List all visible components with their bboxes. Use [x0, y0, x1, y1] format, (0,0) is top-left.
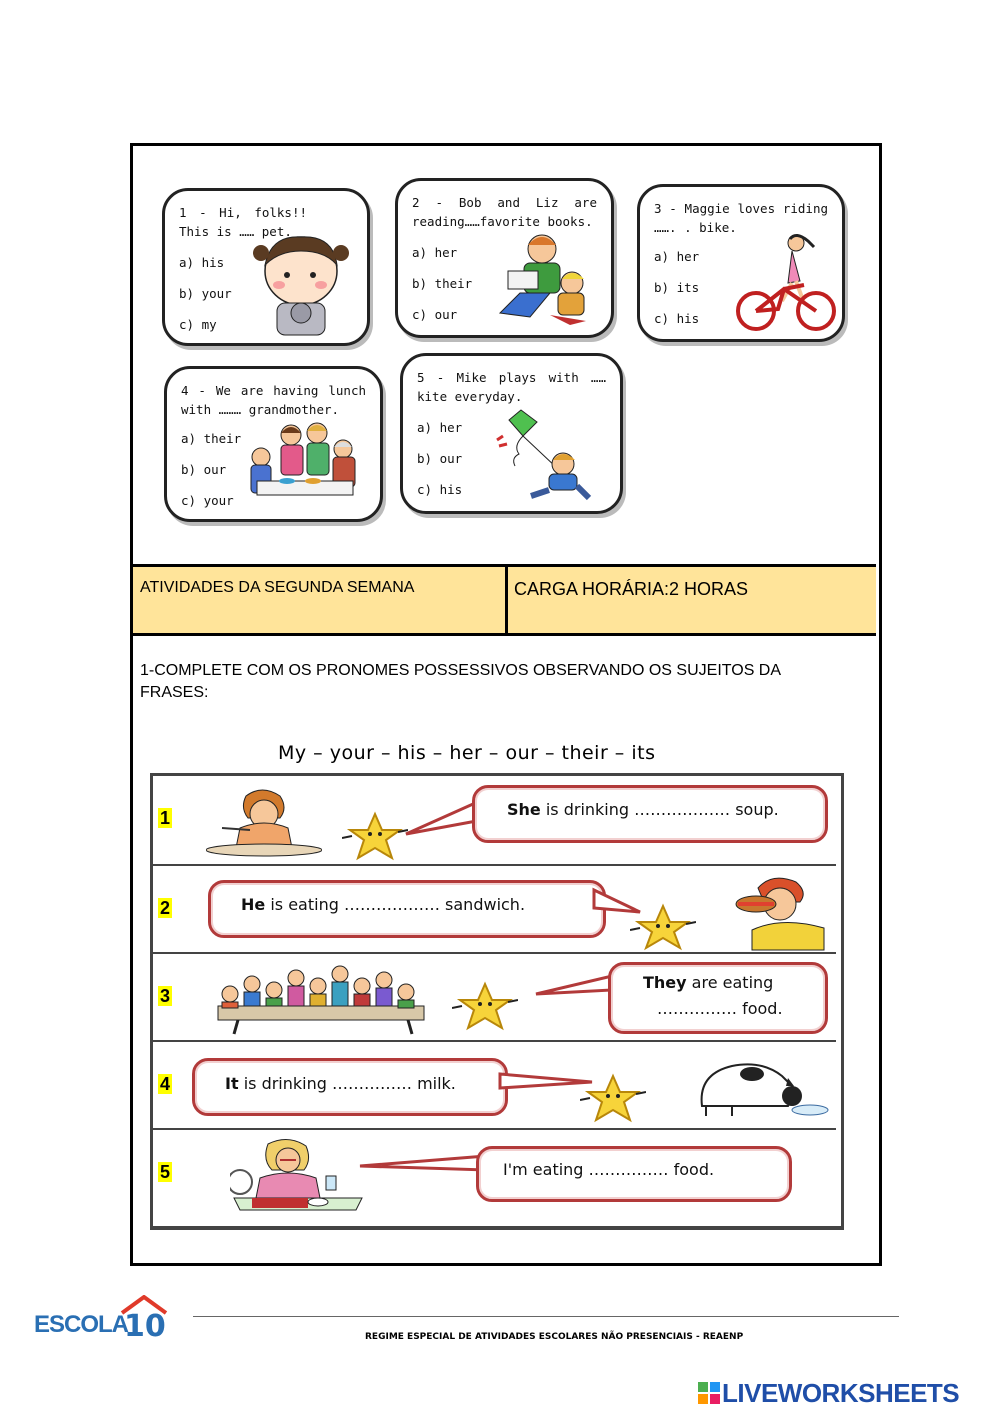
girl-on-bike-illustration [734, 233, 838, 333]
quiz-card-1 [162, 188, 370, 346]
quiz-option[interactable]: c) my [179, 317, 217, 332]
quiz-question: 5 - Mike plays with …… kite everyday. [417, 370, 606, 404]
week-activities-title: ATIVIDADES DA SEGUNDA SEMANA [140, 579, 415, 596]
exercise-row-2 [152, 864, 836, 952]
big-family-dinner-illustration [208, 956, 434, 1036]
sentence-text[interactable]: is drinking ……………… soup. [540, 800, 779, 819]
man-eating-sandwich-illustration [712, 872, 828, 952]
sentence-subject: He [241, 895, 266, 914]
quiz-question: 4 - We are having lunch with ……… grandmother. [181, 383, 366, 417]
sentence-subject: She [507, 800, 541, 819]
star-mascot-icon [342, 810, 408, 862]
row-number: 1 [160, 808, 171, 828]
exercise-row-5 [152, 1128, 836, 1216]
woman-at-table-illustration [230, 1138, 366, 1218]
speech-bubble [472, 785, 828, 843]
quiz-option[interactable]: c) our [412, 307, 458, 322]
quiz-option[interactable]: a) her [417, 420, 463, 435]
quiz-option[interactable]: c) his [417, 482, 463, 497]
quiz-option[interactable]: b) its [654, 280, 700, 295]
quiz-card-4 [164, 366, 383, 522]
sentence-text[interactable]: are eating [686, 973, 774, 992]
week-activities-header [133, 564, 508, 636]
quiz-option[interactable]: a) their [181, 431, 242, 446]
cat-drinking-milk-illustration [692, 1056, 832, 1124]
star-mascot-icon [630, 902, 696, 952]
exercise-row-1 [152, 776, 836, 862]
speech-bubble [208, 880, 606, 938]
quiz-option[interactable]: b) their [412, 276, 473, 291]
workload-label: CARGA HORÁRIA:2 HORAS [514, 579, 749, 599]
speech-bubble [608, 962, 828, 1034]
row-number: 5 [160, 1162, 171, 1182]
star-mascot-icon [452, 980, 518, 1032]
escola-logo-number: 10 [124, 1309, 166, 1344]
footer-caption: REGIME ESPECIAL DE ATIVIDADES ESCOLARES NÃO PRESENCIAIS - REAENP [365, 1332, 744, 1342]
quiz-question: 3 - Maggie loves riding ……. . bike. [654, 201, 828, 235]
star-mascot-icon [580, 1072, 646, 1124]
liveworksheets-brand: LIVEWORKSHEETS [722, 1378, 960, 1408]
quiz-option[interactable]: b) our [181, 462, 227, 477]
boy-with-kite-illustration [491, 406, 593, 502]
speech-bubble-tail [534, 974, 614, 998]
quiz-option[interactable]: b) your [179, 286, 232, 301]
exercise-row-3 [152, 952, 836, 1040]
exercise-row-4 [152, 1040, 836, 1128]
workload-header [508, 564, 876, 636]
quiz-option[interactable]: a) his [179, 255, 225, 270]
escola-logo-text: ESCOLA [34, 1311, 129, 1338]
quiz-option[interactable]: a) her [654, 249, 700, 264]
quiz-option[interactable]: c) your [181, 493, 234, 508]
row-number: 3 [160, 986, 171, 1006]
girl-with-cat-illustration [251, 229, 351, 337]
sentence-text[interactable]: is eating ……………… sandwich. [265, 895, 526, 914]
woman-eating-soup-illustration [206, 788, 322, 858]
family-lunch-illustration [243, 421, 365, 513]
quiz-option[interactable]: b) our [417, 451, 463, 466]
exercise-instruction: 1-COMPLETE COM OS PRONOMES POSSESSIVOS OBSERVANDO OS SUJEITOS DA FRASES: [140, 662, 781, 701]
quiz-option[interactable]: a) her [412, 245, 458, 260]
quiz-card-2 [395, 178, 614, 338]
quiz-option[interactable]: c) his [654, 311, 700, 326]
quiz-card-5 [400, 353, 623, 514]
speech-bubble [476, 1146, 792, 1202]
speech-bubble [192, 1058, 508, 1116]
sentence-text-continued[interactable]: …………… food. [657, 999, 783, 1018]
quiz-question: 2 - Bob and Liz are reading……favorite books. [412, 195, 597, 229]
sentence-subject: I'm [503, 1160, 528, 1179]
word-bank: My – your – his – her – our – their – its [278, 742, 656, 764]
sentence-text[interactable]: is drinking …………… milk. [238, 1074, 456, 1093]
quiz-card-3 [637, 184, 845, 342]
lws-grid-icon [698, 1382, 720, 1404]
kids-reading-illustration [490, 231, 590, 327]
row-number: 2 [160, 898, 171, 918]
row-number: 4 [160, 1074, 171, 1094]
speech-bubble-tail [358, 1154, 488, 1174]
footer-divider [193, 1316, 899, 1317]
sentence-subject: They [643, 973, 687, 992]
sentence-text[interactable]: eating …………… food. [527, 1160, 715, 1179]
quiz-question: 1 - Hi, folks!! This is …… pet. [179, 205, 307, 239]
sentence-subject: It [225, 1074, 239, 1093]
escola10-logo [34, 1295, 184, 1345]
